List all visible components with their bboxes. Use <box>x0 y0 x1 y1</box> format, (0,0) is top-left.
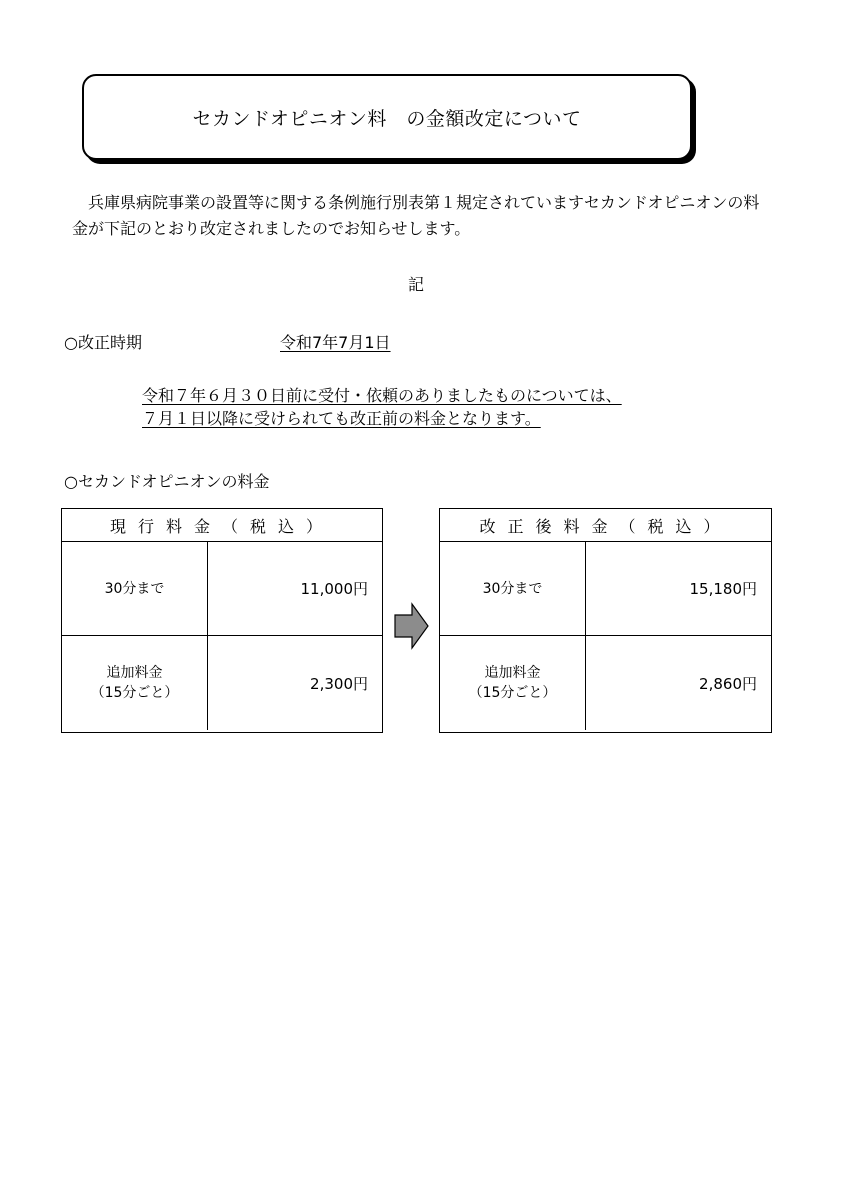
revision-date: 令和7年7月1日 <box>280 333 391 352</box>
fee-section-label: ○セカンドオピニオンの料金 <box>64 472 270 491</box>
revised-fee-row-base <box>440 542 771 636</box>
right-arrow-icon <box>394 602 430 650</box>
revision-note-line-1: 令和７年６月３０日前に受付・依頼のありましたものについては、 <box>142 386 622 405</box>
current-fee-row-base <box>62 542 382 636</box>
page-title: セカンドオピニオン料 の金額改定について <box>192 107 582 130</box>
revised-base-label: 30分まで <box>482 580 543 597</box>
current-additional-label-cell <box>62 636 208 730</box>
revised-base-label-cell <box>440 542 586 635</box>
current-additional-value: 2,300円 <box>310 674 368 693</box>
revised-additional-label-cell <box>440 636 586 730</box>
intro-paragraph: 兵庫県病院事業の設置等に関する条例施行別表第１規定されていますセカンドオピニオンの料金が下記のとおり改定されましたのでお知らせします。 <box>72 193 760 238</box>
current-additional-sublabel: （15分ごと） <box>90 685 179 701</box>
revised-additional-label: 追加料金 <box>484 665 541 681</box>
current-fee-header: 現行料金（税込） <box>62 509 382 542</box>
revised-fee-header: 改正後料金（税込） <box>440 509 771 542</box>
ki-marker: 記 <box>408 275 425 294</box>
revision-note-line-2: ７月１日以降に受けられても改正前の料金となります。 <box>142 409 541 428</box>
revised-base-value: 15,180円 <box>689 580 757 598</box>
current-additional-label: 追加料金 <box>106 665 163 681</box>
title-box <box>82 74 692 160</box>
current-fee-table <box>61 508 383 733</box>
current-base-label-cell <box>62 542 208 635</box>
current-base-value: 11,000円 <box>300 580 368 598</box>
current-fee-row-additional <box>62 636 382 730</box>
revised-fee-row-additional <box>440 636 771 730</box>
revised-additional-value: 2,860円 <box>699 674 757 693</box>
revised-additional-sublabel: （15分ごと） <box>468 685 557 701</box>
revision-note <box>142 384 622 430</box>
revised-fee-table <box>439 508 772 733</box>
current-base-label: 30分まで <box>104 580 165 597</box>
revision-period-label: ○改正時期 <box>64 333 142 352</box>
